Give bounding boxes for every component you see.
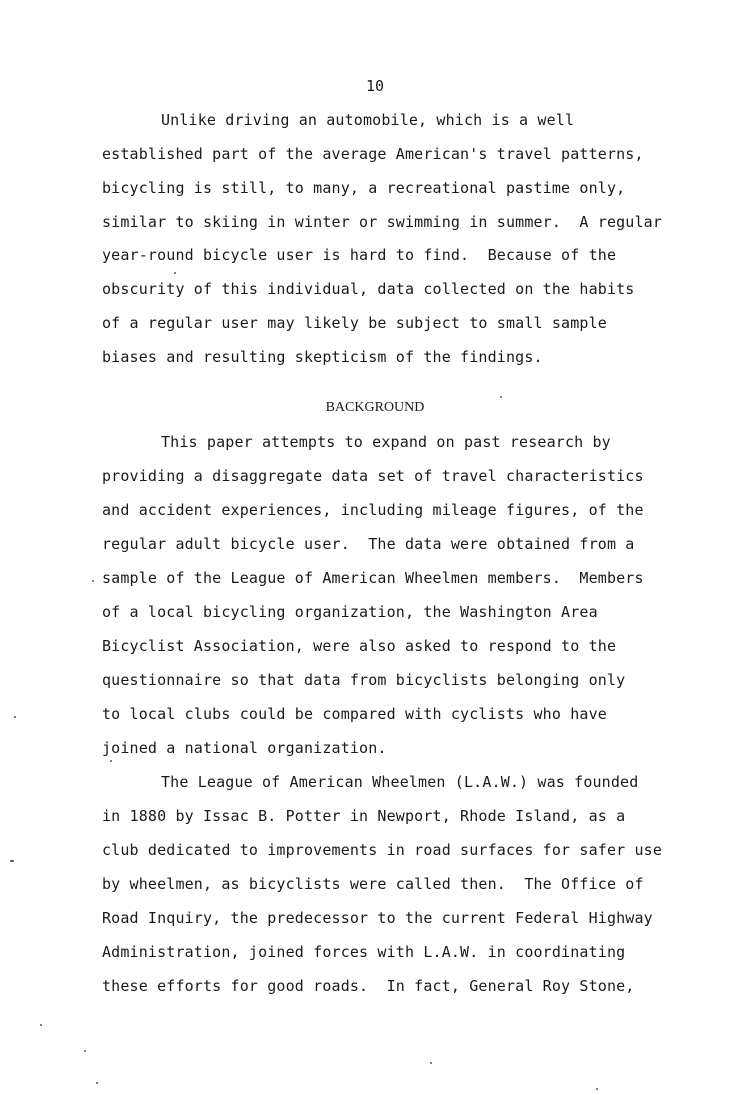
paragraph-1-line-4: similar to skiing in winter or swimming in summer. A regular	[102, 213, 663, 231]
scan-speck	[500, 396, 502, 398]
paragraph-1-line-1: Unlike driving an automobile, which is a well	[161, 111, 575, 129]
paragraph-2-line-4: regular adult bicycle user. The data were obtained from a	[102, 535, 635, 553]
scan-speck	[430, 1062, 432, 1064]
paragraph-3-line-1: The League of American Wheelmen (L.A.W.) was founded	[161, 773, 639, 791]
scan-speck	[14, 716, 16, 718]
paragraph-3-line-5: Road Inquiry, the predecessor to the current Federal Highway	[102, 909, 653, 927]
paragraph-2-line-1: This paper attempts to expand on past research by	[161, 433, 611, 451]
paragraph-1-line-2: established part of the average American's travel patterns,	[102, 145, 644, 163]
scan-speck	[596, 1088, 598, 1090]
paragraph-3-line-4: by wheelmen, as bicyclists were called then. The Office of	[102, 875, 644, 893]
paragraph-2-line-7: Bicyclist Association, were also asked to respond to the	[102, 637, 617, 655]
scan-speck	[174, 272, 176, 274]
scan-speck	[96, 1082, 98, 1084]
paragraph-3-line-2: in 1880 by Issac B. Potter in Newport, Rhode Island, as a	[102, 807, 626, 825]
section-heading: BACKGROUND	[325, 400, 425, 415]
scan-speck	[10, 860, 14, 862]
paragraph-1-line-5: year-round bicycle user is hard to find. Because of the	[102, 246, 617, 264]
paragraph-2-line-2: providing a disaggregate data set of travel characteristics	[102, 467, 644, 485]
paragraph-2-line-9: to local clubs could be compared with cyclists who have	[102, 705, 607, 723]
paragraph-2-line-10: joined a national organization.	[102, 739, 387, 757]
paragraph-1-line-6: obscurity of this individual, data collected on the habits	[102, 280, 635, 298]
paragraph-2-line-3: and accident experiences, including mileage figures, of the	[102, 501, 644, 519]
paragraph-2-line-6: of a local bicycling organization, the Washington Area	[102, 603, 598, 621]
paragraph-3-line-7: these efforts for good roads. In fact, General Roy Stone,	[102, 977, 635, 995]
paragraph-1-line-7: of a regular user may likely be subject to small sample	[102, 314, 607, 332]
scan-speck	[110, 760, 112, 762]
scan-speck	[40, 1024, 42, 1026]
paragraph-1-line-3: bicycling is still, to many, a recreational pastime only,	[102, 179, 626, 197]
paragraph-2-line-8: questionnaire so that data from bicyclists belonging only	[102, 671, 626, 689]
page-number: 10	[365, 77, 385, 95]
scan-speck	[84, 1050, 86, 1052]
scan-speck	[92, 580, 94, 582]
paragraph-1-line-8: biases and resulting skepticism of the findings.	[102, 348, 543, 366]
paragraph-3-line-6: Administration, joined forces with L.A.W. in coordinating	[102, 943, 626, 961]
paragraph-2-line-5: sample of the League of American Wheelmen members. Members	[102, 569, 644, 587]
paragraph-3-line-3: club dedicated to improvements in road surfaces for safer use	[102, 841, 663, 859]
